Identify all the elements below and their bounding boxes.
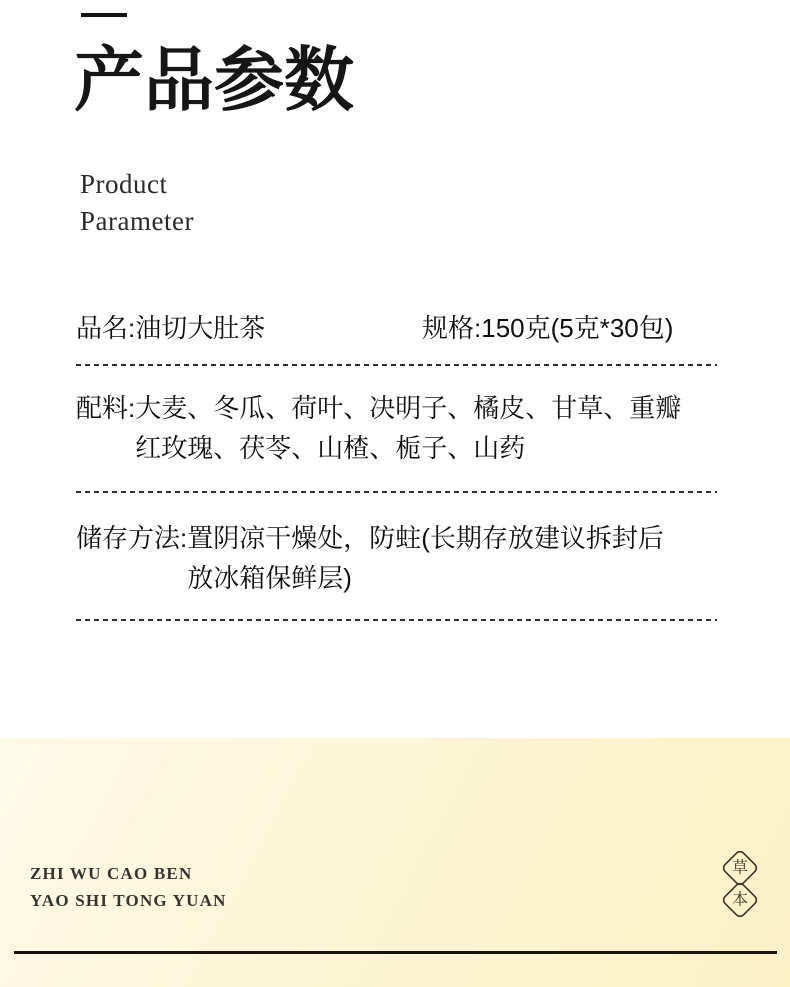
seal-char-top: 草 <box>731 859 749 877</box>
title-accent-dash <box>81 13 127 17</box>
brand-slogan <box>30 860 227 914</box>
footer-band <box>0 738 790 987</box>
spec-row-ingredients <box>76 388 717 468</box>
product-name-value: 油切大肚茶 <box>135 313 266 343</box>
product-spec-value: 150克(5克*30包) <box>481 313 674 343</box>
product-spec-label: 规格: <box>422 313 482 343</box>
brand-slogan-line1: ZHI WU CAO BEN <box>30 864 193 883</box>
page-title-en-line1: Product <box>80 169 168 199</box>
page-title-cn: 产品参数 <box>74 43 354 120</box>
footer-rule <box>14 951 777 954</box>
product-spec-field <box>422 308 673 348</box>
storage-value: 置阴凉干燥处，防蛀(长期存放建议拆封后放冰箱保鲜层) <box>187 523 664 593</box>
dashed-divider <box>76 364 717 366</box>
page-title-en <box>80 166 194 240</box>
dashed-divider <box>76 619 717 621</box>
seal-char-bottom: 本 <box>731 891 749 909</box>
spec-row-storage <box>76 518 717 598</box>
storage-label: 储存方法: <box>76 523 188 553</box>
brand-slogan-line2: YAO SHI TONG YUAN <box>30 891 227 910</box>
page-title-en-line2: Parameter <box>80 206 194 236</box>
spec-row-name <box>76 308 717 348</box>
product-name-label: 品名: <box>76 313 136 343</box>
herbal-seal-icon <box>712 848 768 922</box>
ingredients-value: 大麦、冬瓜、荷叶、决明子、橘皮、甘草、重瓣红玫瑰、茯苓、山楂、栀子、山药 <box>135 393 682 463</box>
ingredients-label: 配料: <box>76 393 136 423</box>
product-name-field <box>76 308 265 348</box>
dashed-divider <box>76 491 717 493</box>
